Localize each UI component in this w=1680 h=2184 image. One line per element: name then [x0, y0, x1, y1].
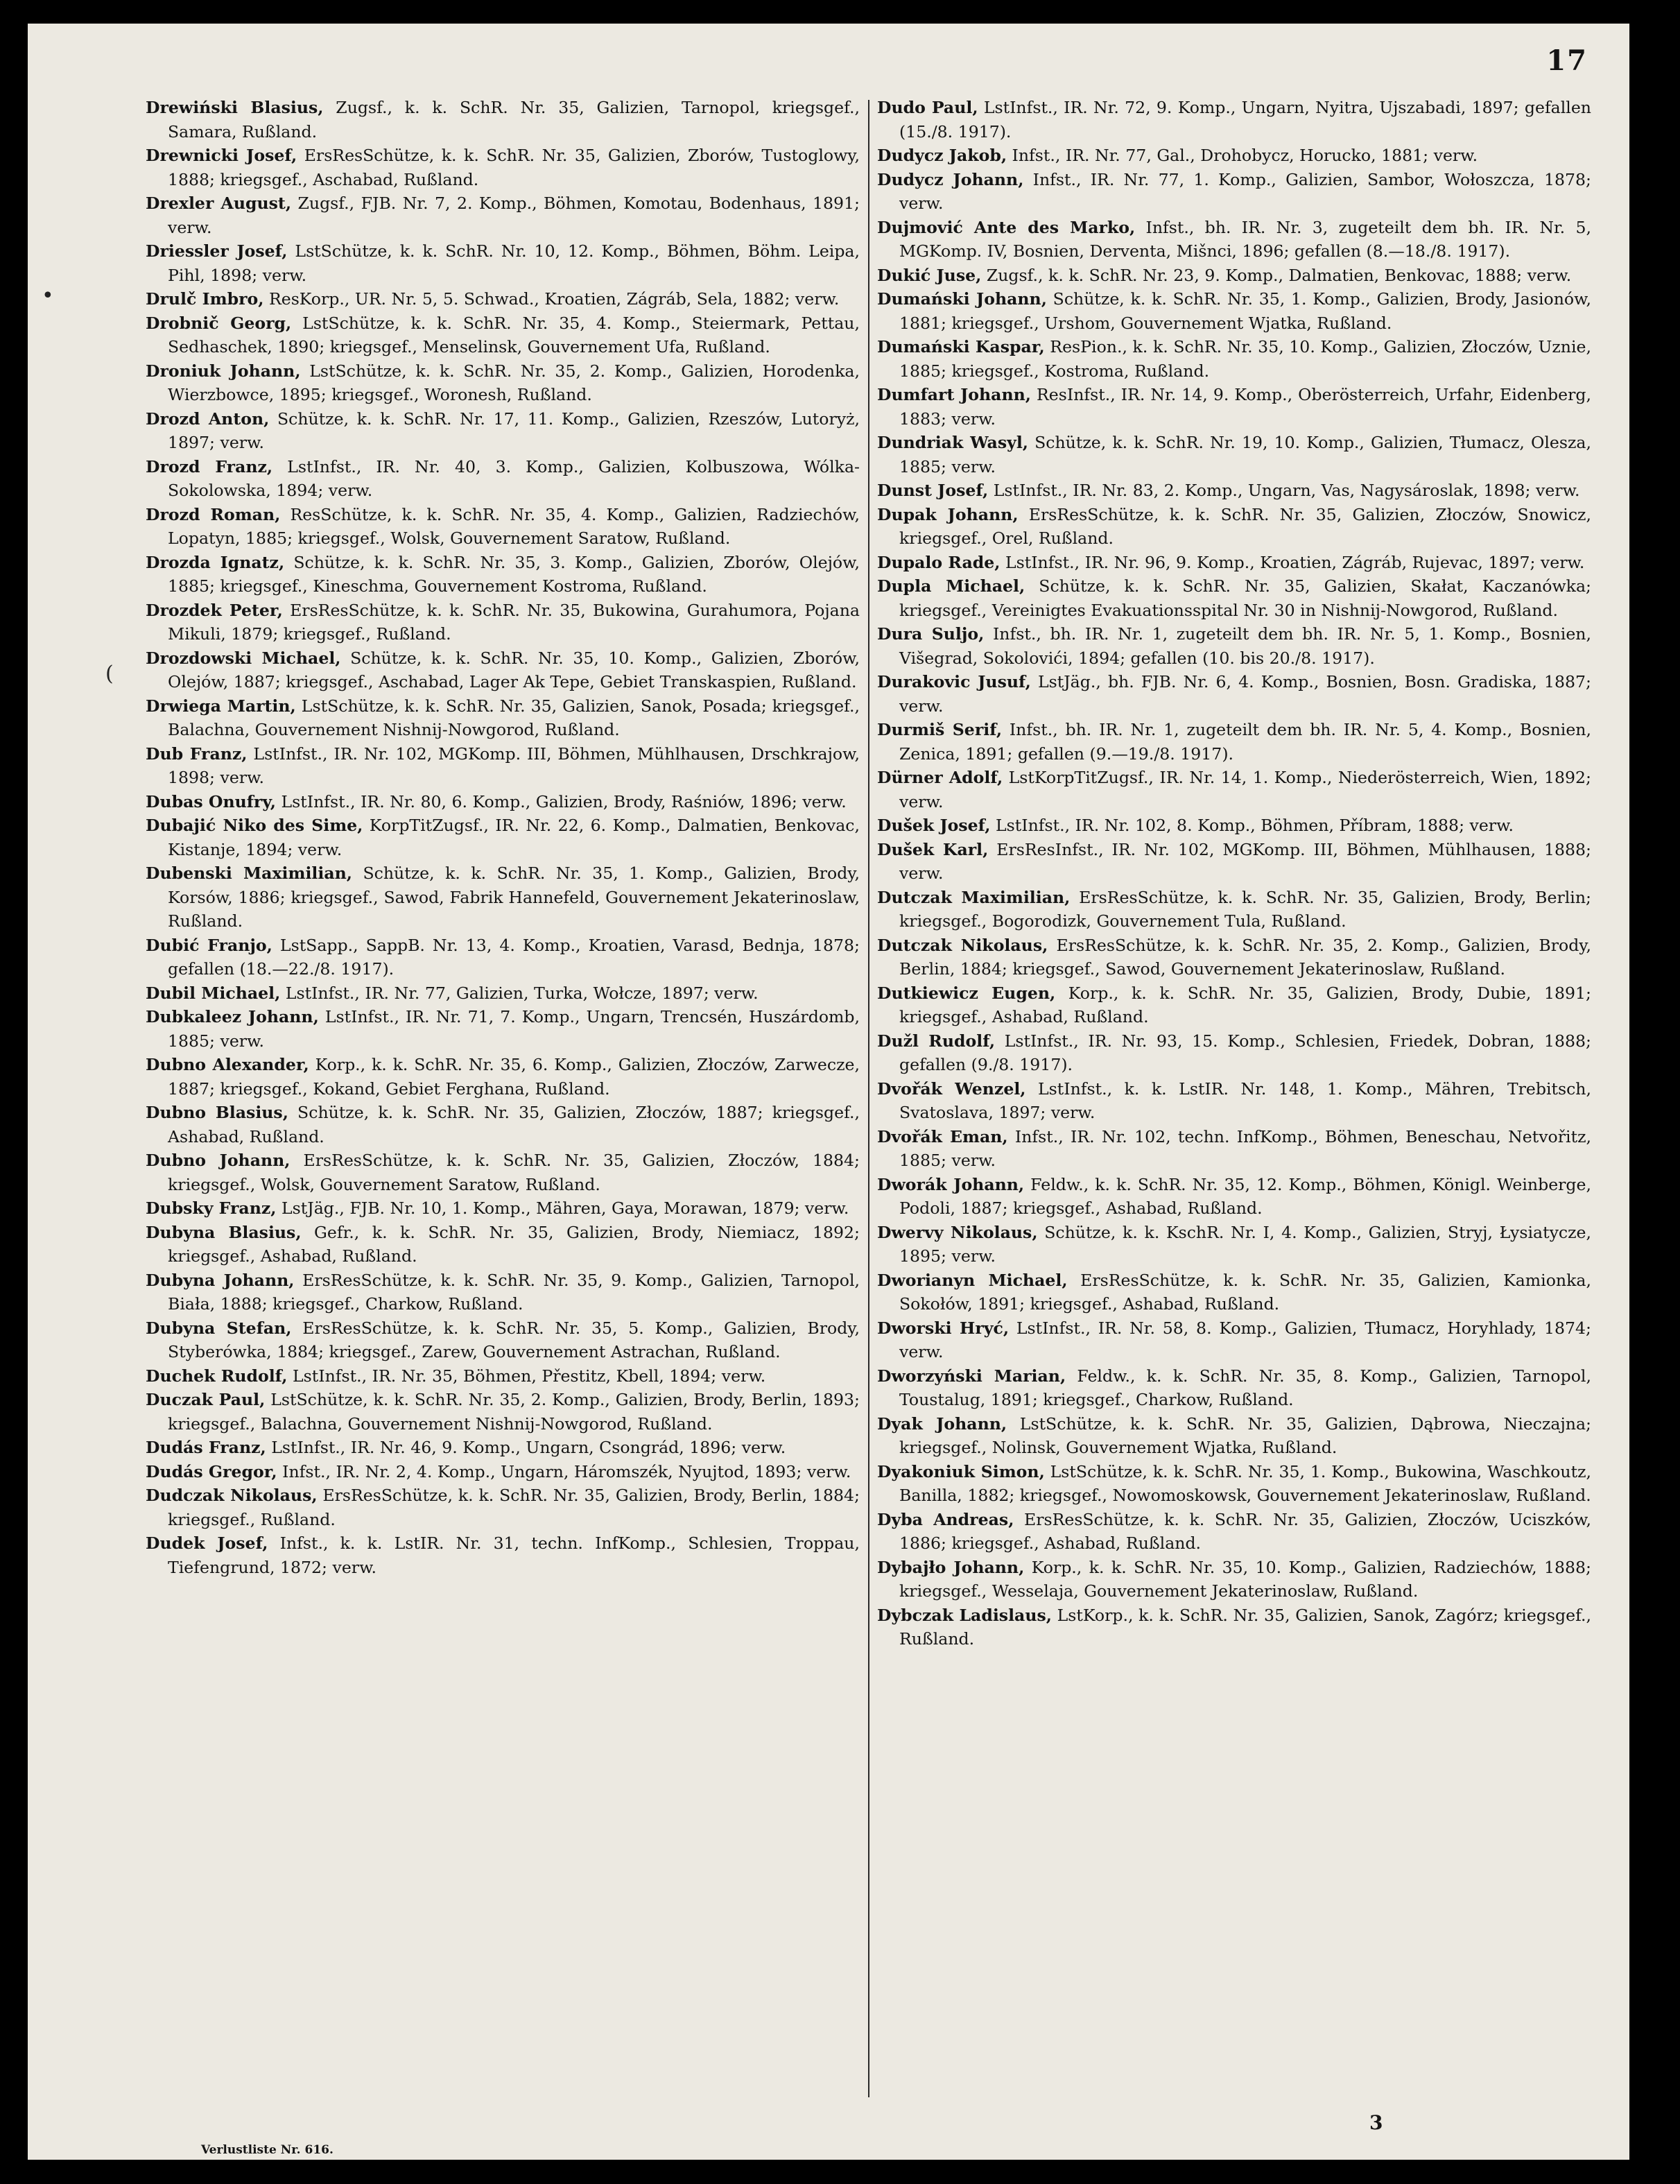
entry-name: Dupalo Rade, — [877, 552, 1001, 572]
list-entry — [877, 886, 1591, 934]
list-entry — [877, 1029, 1591, 1077]
entry-name: Dubić Franjo, — [146, 935, 272, 955]
entry-name: Drozdek Peter, — [146, 600, 283, 620]
entry-details: LstKorp., k. k. SchR. Nr. 35, Galizien, Sanok, Zagórz; kriegsgef., Rußland. — [899, 1605, 1591, 1649]
list-entry — [146, 144, 860, 191]
entry-details: ResKorp., UR. Nr. 5, 5. Schwad., Kroatien, Zágráb, Sela, 1882; verw. — [263, 289, 840, 309]
document-page — [28, 24, 1629, 2160]
list-entry — [146, 96, 860, 144]
margin-dots: • — [42, 284, 54, 308]
entry-name: Dundriak Wasyl, — [877, 433, 1029, 452]
list-entry — [877, 216, 1591, 264]
entry-name: Drozd Anton, — [146, 409, 270, 429]
entry-name: Dybczak Ladislaus, — [877, 1605, 1052, 1625]
list-entry — [146, 861, 860, 934]
entry-name: Duczak Paul, — [146, 1390, 266, 1409]
entry-details: Gefr., k. k. SchR. Nr. 35, Galizien, Brody, Niemiacz, 1892; kriegsgef., Ashabad, Rußland. — [168, 1222, 860, 1266]
list-entry — [146, 1005, 860, 1053]
list-entry — [877, 1460, 1591, 1508]
list-entry — [877, 670, 1591, 718]
list-entry — [877, 981, 1591, 1029]
entry-details: LstInfst., IR. Nr. 83, 2. Komp., Ungarn, Vas, Nagysároslak, 1898; verw. — [988, 481, 1580, 500]
list-entry — [146, 742, 860, 790]
entry-details: Feldw., k. k. SchR. Nr. 35, 8. Komp., Galizien, Tarnopol, Toustalug, 1891; kriegsgef., Charkow, Rußland. — [899, 1366, 1591, 1409]
entry-name: Dubno Johann, — [146, 1151, 291, 1170]
list-entry — [877, 574, 1591, 622]
entry-name: Dvořák Eman, — [877, 1126, 1008, 1146]
entry-name: Drozdowski Michael, — [146, 648, 341, 668]
entry-details: ErsResSchütze, k. k. SchR. Nr. 35, Galizien, Złoczów, Snowicz, kriegsgef., Orel, Rußland. — [899, 504, 1591, 548]
entry-details: LstJäg., FJB. Nr. 10, 1. Komp., Mähren, Gaya, Morawan, 1879; verw. — [276, 1198, 849, 1218]
entry-name: Drewiński Blasius, — [146, 98, 324, 117]
list-entry — [877, 503, 1591, 551]
entry-details: Schütze, k. k. SchR. Nr. 35, 3. Komp., Galizien, Zborów, Olejów, 1885; kriegsgef., Kineschma, Gouvernement Kostroma, Rußland. — [168, 552, 860, 596]
entry-details: Infst., bh. IR. Nr. 1, zugeteilt dem bh. IR. Nr. 5, 1. Komp., Bosnien, Višegrad, Sokolovići, 1894; gefallen (10. bis 20./8. 1917). — [899, 624, 1591, 668]
entry-details: LstSchütze, k. k. SchR. Nr. 10, 12. Komp., Böhmen, Böhm. Leipa, Pihl, 1898; verw. — [168, 241, 860, 285]
list-entry — [146, 1388, 860, 1436]
entry-details: LstSchütze, k. k. SchR. Nr. 35, 4. Komp., Steiermark, Pettau, Sedhaschek, 1890; kriegsgef., Menselinsk, Gouvernement Ufa, Rußland. — [168, 313, 860, 356]
entry-details: LstInfst., IR. Nr. 80, 6. Komp., Galizien, Brody, Raśniów, 1896; verw. — [276, 791, 847, 811]
entry-details: Zugsf., k. k. SchR. Nr. 35, Galizien, Tarnopol, kriegsgef., Samara, Rußland. — [168, 98, 860, 141]
entry-details: LstInfst., IR. Nr. 93, 15. Komp., Schlesien, Friedek, Dobran, 1888; gefallen (9./8. 1917). — [899, 1031, 1591, 1074]
entry-name: Dubno Blasius, — [146, 1103, 288, 1122]
list-entry — [877, 1269, 1591, 1316]
entry-details: ResPion., k. k. SchR. Nr. 35, 10. Komp., Galizien, Złoczów, Uznie, 1885; kriegsgef., Kostroma, Rußland. — [899, 337, 1591, 381]
entry-name: Dyakoniuk Simon, — [877, 1461, 1045, 1481]
list-entry — [146, 599, 860, 646]
entry-details: LstInfst., IR. Nr. 46, 9. Komp., Ungarn, Csongrád, 1896; verw. — [266, 1438, 786, 1457]
entry-name: Dudczak Nikolaus, — [146, 1486, 318, 1505]
entry-details: LstInfst., IR. Nr. 102, 8. Komp., Böhmen, Příbram, 1888; verw. — [990, 816, 1514, 835]
entry-name: Drewnicki Josef, — [146, 146, 297, 165]
list-entry — [146, 287, 860, 311]
entry-name: Dubkaleez Johann, — [146, 1007, 319, 1026]
entry-details: LstInfst., k. k. LstIR. Nr. 148, 1. Komp., Mähren, Trebitsch, Svatoslava, 1897; verw. — [899, 1078, 1591, 1122]
list-entry — [877, 766, 1591, 814]
entry-name: Dukić Juse, — [877, 265, 982, 285]
list-entry — [877, 1412, 1591, 1460]
entry-name: Dubyna Johann, — [146, 1270, 295, 1290]
list-entry — [877, 96, 1591, 144]
list-entry — [877, 1077, 1591, 1125]
entry-name: Dura Suljo, — [877, 624, 985, 644]
list-entry — [146, 1196, 860, 1221]
entry-name: Dudycz Johann, — [877, 169, 1024, 189]
list-entry — [146, 1531, 860, 1579]
entry-details: Schütze, k. k. SchR. Nr. 35, 1. Komp., Galizien, Brody, Jasionów, 1881; kriegsgef., Urshom, Gouvernement Wjatka, Rußland. — [899, 289, 1591, 333]
list-entry — [877, 335, 1591, 383]
entry-details: Infst., IR. Nr. 102, techn. InfKomp., Böhmen, Beneschau, Netvořitz, 1885; verw. — [899, 1126, 1591, 1170]
entry-name: Dutkiewicz Eugen, — [877, 983, 1056, 1003]
list-entry — [146, 1436, 860, 1460]
list-entry — [146, 790, 860, 814]
list-entry — [877, 838, 1591, 886]
list-entry — [877, 479, 1591, 503]
entry-name: Dwervy Nikolaus, — [877, 1222, 1038, 1242]
entry-name: Drexler August, — [146, 194, 292, 213]
entry-name: Dworianyn Michael, — [877, 1270, 1068, 1290]
list-entry — [877, 934, 1591, 981]
entry-details: ResSchütze, k. k. SchR. Nr. 35, 4. Komp., Galizien, Radziechów, Lopatyn, 1885; kriegsgef., Wolsk, Gouvernement Saratow, Rußland. — [168, 504, 860, 548]
entry-details: LstSchütze, k. k. SchR. Nr. 35, 2. Komp., Galizien, Brody, Berlin, 1893; kriegsgef., Balachna, Gouvernement Nishnij-Nowgorod, Rußland. — [168, 1390, 860, 1434]
list-entry — [146, 1364, 860, 1388]
list-entry — [877, 264, 1591, 288]
entry-name: Dworák Johann, — [877, 1174, 1025, 1194]
entry-details: Schütze, k. k. SchR. Nr. 35, 1. Komp., Galizien, Brody, Korsów, 1886; kriegsgef., Sawod, Fabrik Hannefeld, Gouvernement Jekaterinoslaw, Rußland. — [168, 863, 860, 931]
entry-details: LstInfst., IR. Nr. 58, 8. Komp., Galizien, Tłumacz, Horyhlady, 1874; verw. — [899, 1318, 1591, 1361]
list-entry — [877, 814, 1591, 838]
entry-name: Dyak Johann, — [877, 1413, 1007, 1434]
entry-name: Drozda Ignatz, — [146, 552, 285, 572]
entry-details: ErsResSchütze, k. k. SchR. Nr. 35, Galizien, Złoczów, Uciszków, 1886; kriegsgef., Ashabad, Rußland. — [899, 1509, 1592, 1553]
entry-name: Dušek Karl, — [877, 839, 989, 859]
entry-details: ResInfst., IR. Nr. 14, 9. Komp., Oberösterreich, Urfahr, Eidenberg, 1883; verw. — [899, 385, 1592, 429]
list-entry — [877, 287, 1591, 335]
entry-name: Dumański Johann, — [877, 289, 1047, 309]
list-entry — [877, 718, 1591, 766]
entry-name: Duchek Rudolf, — [146, 1366, 288, 1386]
entry-name: Drwiega Martin, — [146, 696, 296, 716]
entry-details: LstInfst., IR. Nr. 96, 9. Komp., Kroatien, Zágráb, Rujevac, 1897; verw. — [1000, 552, 1585, 572]
entry-details: Zugsf., FJB. Nr. 7, 2. Komp., Böhmen, Komotau, Bodenhaus, 1891; verw. — [168, 194, 860, 237]
entry-name: Durakovic Jusuf, — [877, 672, 1031, 691]
right-column — [877, 96, 1591, 1651]
entry-name: Dudek Josef, — [146, 1533, 268, 1553]
entry-details: LstSapp., SappB. Nr. 13, 4. Komp., Kroatien, Varasd, Bednja, 1878; gefallen (18.—22./8. 1917). — [168, 935, 860, 979]
entry-details: Feldw., k. k. SchR. Nr. 35, 12. Komp., Böhmen, Königl. Weinberge, Podoli, 1887; kriegsgef., Ashabad, Rußland. — [899, 1174, 1591, 1218]
list-entry — [877, 1125, 1591, 1173]
left-column — [146, 96, 860, 1579]
entry-name: Dyba Andreas, — [877, 1509, 1014, 1529]
entry-name: Dubyna Blasius, — [146, 1222, 302, 1242]
entry-name: Dupak Johann, — [877, 504, 1019, 524]
entry-name: Drulč Imbro, — [146, 289, 264, 309]
list-entry — [146, 1484, 860, 1531]
entry-name: Dudycz Jakob, — [877, 146, 1007, 165]
list-entry — [146, 1101, 860, 1149]
entry-name: Dubno Alexander, — [146, 1055, 309, 1074]
list-entry — [146, 646, 860, 694]
entry-name: Dubyna Stefan, — [146, 1318, 292, 1338]
entry-details: ErsResSchütze, k. k. SchR. Nr. 35, Galizien, Kamionka, Sokołów, 1891; kriegsgef., Ashabad, Rußland. — [899, 1270, 1591, 1314]
sheet-number: 3 — [1369, 2111, 1383, 2134]
entry-name: Dunst Josef, — [877, 481, 989, 500]
entry-name: Durmiš Serif, — [877, 720, 1003, 739]
list-entry — [146, 1316, 860, 1364]
entry-name: Dürner Adolf, — [877, 768, 1003, 787]
entry-details: Korp., k. k. SchR. Nr. 35, Galizien, Brody, Dubie, 1891; kriegsgef., Ashabad, Rußland. — [899, 983, 1591, 1026]
entry-details: ErsResSchütze, k. k. SchR. Nr. 35, Galizien, Brody, Berlin; kriegsgef., Bogorodizk, Gouvernement Tula, Rußland. — [899, 887, 1591, 931]
entry-details: Schütze, k. k. SchR. Nr. 35, 10. Komp., Galizien, Zborów, Olejów, 1887; kriegsgef., Aschabad, Lager Ak Tepe, Gebiet Transkaspien, Rußland. — [168, 648, 860, 691]
entry-details: LstInfst., IR. Nr. 35, Böhmen, Přestitz, Kbell, 1894; verw. — [287, 1366, 766, 1386]
entry-name: Drozd Roman, — [146, 504, 281, 524]
entry-name: Dworzyński Marian, — [877, 1366, 1066, 1386]
entry-details: ErsResSchütze, k. k. SchR. Nr. 35, 5. Komp., Galizien, Brody, Styberówka, 1884; kriegsgef., Zarew, Gouvernement Astrachan, Rußland. — [168, 1318, 860, 1361]
entry-details: LstSchütze, k. k. SchR. Nr. 35, Galizien, Sanok, Posada; kriegsgef., Balachna, Gouvernement Nishnij-Nowgorod, Rußland. — [168, 696, 860, 739]
list-entry — [146, 1269, 860, 1316]
list-entry — [146, 1149, 860, 1196]
list-entry — [146, 359, 860, 407]
list-entry — [877, 1556, 1591, 1603]
entry-details: ErsResInfst., IR. Nr. 102, MGKomp. III, Böhmen, Mühlhausen, 1888; verw. — [899, 839, 1591, 883]
list-entry — [877, 1508, 1591, 1556]
entry-name: Dutczak Maximilian, — [877, 887, 1071, 907]
list-entry — [877, 144, 1591, 168]
entry-name: Dubil Michael, — [146, 983, 281, 1003]
entry-details: Schütze, k. k. SchR. Nr. 19, 10. Komp., Galizien, Tłumacz, Olesza, 1885; verw. — [899, 433, 1591, 476]
entry-name: Dudás Gregor, — [146, 1461, 277, 1481]
entry-details: Infst., bh. IR. Nr. 1, zugeteilt dem bh. IR. Nr. 5, 4. Komp., Bosnien, Zenica, 1891; gefallen (9.—19./8. 1917). — [899, 720, 1591, 764]
entry-name: Dutczak Nikolaus, — [877, 935, 1048, 955]
list-entry — [877, 1316, 1591, 1364]
list-entry — [146, 551, 860, 599]
entry-details: LstSchütze, k. k. SchR. Nr. 35, 1. Komp., Bukowina, Waschkoutz, Banilla, 1882; kriegsgef., Nowomoskowsk, Gouvernement Jekaterinoslaw, Rußland. — [899, 1461, 1591, 1505]
list-entry — [146, 814, 860, 861]
entry-details: Schütze, k. k. SchR. Nr. 35, Galizien, Skałat, Kaczanówka; kriegsgef., Vereinigtes Evakuationsspital Nr. 30 in Nishnij-Nowgorod, Rußland. — [899, 576, 1591, 620]
entry-details: Zugsf., k. k. SchR. Nr. 23, 9. Komp., Dalmatien, Benkovac, 1888; verw. — [981, 265, 1572, 285]
list-entry — [877, 431, 1591, 479]
list-entry — [877, 1221, 1591, 1269]
entry-details: ErsResSchütze, k. k. SchR. Nr. 35, 9. Komp., Galizien, Tarnopol, Biała, 1888; kriegsgef., Charkow, Rußland. — [168, 1270, 860, 1314]
list-entry — [146, 311, 860, 359]
entry-details: ErsResSchütze, k. k. SchR. Nr. 35, Galizien, Złoczów, 1884; kriegsgef., Wolsk, Gouvernement Saratow, Rußland. — [168, 1151, 860, 1194]
entry-details: LstSchütze, k. k. SchR. Nr. 35, 2. Komp., Galizien, Horodenka, Wierzbowce, 1895; kriegsgef., Woronesh, Rußland. — [168, 361, 860, 404]
entry-name: Dudo Paul, — [877, 98, 978, 117]
entry-details: LstInfst., IR. Nr. 72, 9. Komp., Ungarn, Nyitra, Ujszabadi, 1897; gefallen (15./8. 1917). — [899, 98, 1591, 141]
entry-details: Infst., IR. Nr. 2, 4. Komp., Ungarn, Háromszék, Nyujtod, 1893; verw. — [277, 1461, 851, 1481]
entry-details: ErsResSchütze, k. k. SchR. Nr. 35, Bukowina, Gurahumora, Pojana Mikuli, 1879; kriegsgef., Rußland. — [168, 600, 860, 644]
list-entry — [877, 1364, 1591, 1412]
entry-details: LstJäg., bh. FJB. Nr. 6, 4. Komp., Bosnien, Bosn. Gradiska, 1887; verw. — [899, 672, 1591, 716]
entry-details: ErsResSchütze, k. k. SchR. Nr. 35, Galizien, Brody, Berlin, 1884; kriegsgef., Rußland. — [168, 1486, 860, 1529]
entry-name: Dvořák Wenzel, — [877, 1078, 1026, 1099]
page-number: 17 — [1546, 44, 1588, 77]
entry-name: Dumański Kaspar, — [877, 337, 1045, 356]
entry-name: Dužl Rudolf, — [877, 1031, 996, 1051]
list-entry — [146, 239, 860, 287]
margin-paren: ( — [105, 662, 114, 686]
entry-details: Schütze, k. k. SchR. Nr. 35, Galizien, Złoczów, 1887; kriegsgef., Ashabad, Rußland. — [168, 1103, 860, 1146]
entry-details: ErsResSchütze, k. k. SchR. Nr. 35, Galizien, Zborów, Tustoglowy, 1888; kriegsgef., Aschabad, Rußland. — [168, 146, 860, 189]
entry-details: Schütze, k. k. SchR. Nr. 17, 11. Komp., Galizien, Rzeszów, Lutoryż, 1897; verw. — [168, 409, 860, 452]
list-entry — [877, 1603, 1591, 1651]
entry-details: ErsResSchütze, k. k. SchR. Nr. 35, 2. Komp., Galizien, Brody, Berlin, 1884; kriegsgef., Sawod, Gouvernement Jekaterinoslaw, Rußland. — [899, 935, 1591, 979]
entry-name: Dubajić Niko des Sime, — [146, 816, 363, 835]
entry-details: LstInfst., IR. Nr. 77, Galizien, Turka, Wołcze, 1897; verw. — [280, 983, 759, 1003]
list-entry — [146, 981, 860, 1006]
entry-details: Korp., k. k. SchR. Nr. 35, 6. Komp., Galizien, Złoczów, Zarwecze, 1887; kriegsgef., Kokand, Gebiet Ferghana, Rußland. — [168, 1055, 860, 1099]
entry-name: Dupla Michael, — [877, 576, 1025, 596]
list-entry — [146, 1460, 860, 1484]
list-entry — [877, 383, 1591, 431]
entry-details: Infst., bh. IR. Nr. 3, zugeteilt dem bh. IR. Nr. 5, MGKomp. IV, Bosnien, Derventa, Mišnci, 1896; gefallen (8.—18./8. 1917). — [899, 217, 1591, 261]
list-entry — [146, 503, 860, 551]
entry-name: Droniuk Johann, — [146, 361, 301, 381]
entry-details: LstSchütze, k. k. SchR. Nr. 35, Galizien, Dąbrowa, Nieczajna; kriegsgef., Nolinsk, Gouvernement Wjatka, Rußland. — [899, 1413, 1591, 1457]
column-divider — [868, 100, 869, 2097]
entry-details: Schütze, k. k. KschR. Nr. I, 4. Komp., Galizien, Stryj, Łysiatycze, 1895; verw. — [899, 1222, 1592, 1266]
entry-name: Driessler Josef, — [146, 241, 288, 261]
entry-name: Dub Franz, — [146, 743, 248, 764]
entry-details: Korp., k. k. SchR. Nr. 35, 10. Komp., Galizien, Radziechów, 1888; kriegsgef., Wesselaja, Gouvernement Jekaterinoslaw, Rußland. — [899, 1557, 1592, 1601]
entry-details: Infst., k. k. LstIR. Nr. 31, techn. InfKomp., Schlesien, Troppau, Tiefengrund, 1872; verw. — [168, 1533, 860, 1577]
entry-name: Drobnič Georg, — [146, 313, 292, 333]
list-entry — [146, 191, 860, 239]
entry-name: Dubenski Maximilian, — [146, 863, 352, 883]
list-entry — [146, 455, 860, 503]
entry-name: Dujmović Ante des Marko, — [877, 217, 1136, 237]
entry-name: Drozd Franz, — [146, 456, 273, 476]
list-entry — [146, 1053, 860, 1101]
entry-name: Dybajło Johann, — [877, 1557, 1025, 1577]
entry-details: Infst., IR. Nr. 77, Gal., Drohobycz, Horucko, 1881; verw. — [1007, 146, 1478, 165]
list-entry — [877, 551, 1591, 575]
entry-details: LstInfst., IR. Nr. 71, 7. Komp., Ungarn, Trencsén, Huszárdomb, 1885; verw. — [168, 1007, 860, 1051]
footer-code: Verlustliste Nr. 616. — [201, 2143, 334, 2157]
list-entry — [877, 622, 1591, 670]
entry-name: Dubas Onufry, — [146, 791, 277, 811]
list-entry — [146, 1221, 860, 1269]
entry-details: LstInfst., IR. Nr. 40, 3. Komp., Galizien, Kolbuszowa, Wólka-Sokolowska, 1894; verw. — [168, 456, 860, 500]
entry-name: Dudás Franz, — [146, 1438, 266, 1457]
list-entry — [146, 407, 860, 455]
entry-name: Dubsky Franz, — [146, 1198, 277, 1218]
entry-details: KorpTitZugsf., IR. Nr. 22, 6. Komp., Dalmatien, Benkovac, Kistanje, 1894; verw. — [168, 816, 860, 859]
entry-name: Dworski Hryć, — [877, 1318, 1010, 1338]
entry-details: Infst., IR. Nr. 77, 1. Komp., Galizien, Sambor, Wołoszcza, 1878; verw. — [899, 169, 1591, 213]
entry-name: Dušek Josef, — [877, 816, 991, 835]
entry-details: LstInfst., IR. Nr. 102, MGKomp. III, Böhmen, Mühlhausen, Drschkrajow, 1898; verw. — [168, 743, 860, 787]
entry-details: LstKorpTitZugsf., IR. Nr. 14, 1. Komp., Niederösterreich, Wien, 1892; verw. — [899, 768, 1592, 811]
list-entry — [877, 1173, 1591, 1221]
list-entry — [877, 168, 1591, 216]
list-entry — [146, 934, 860, 981]
entry-name: Dumfart Johann, — [877, 385, 1031, 404]
list-entry — [146, 694, 860, 742]
